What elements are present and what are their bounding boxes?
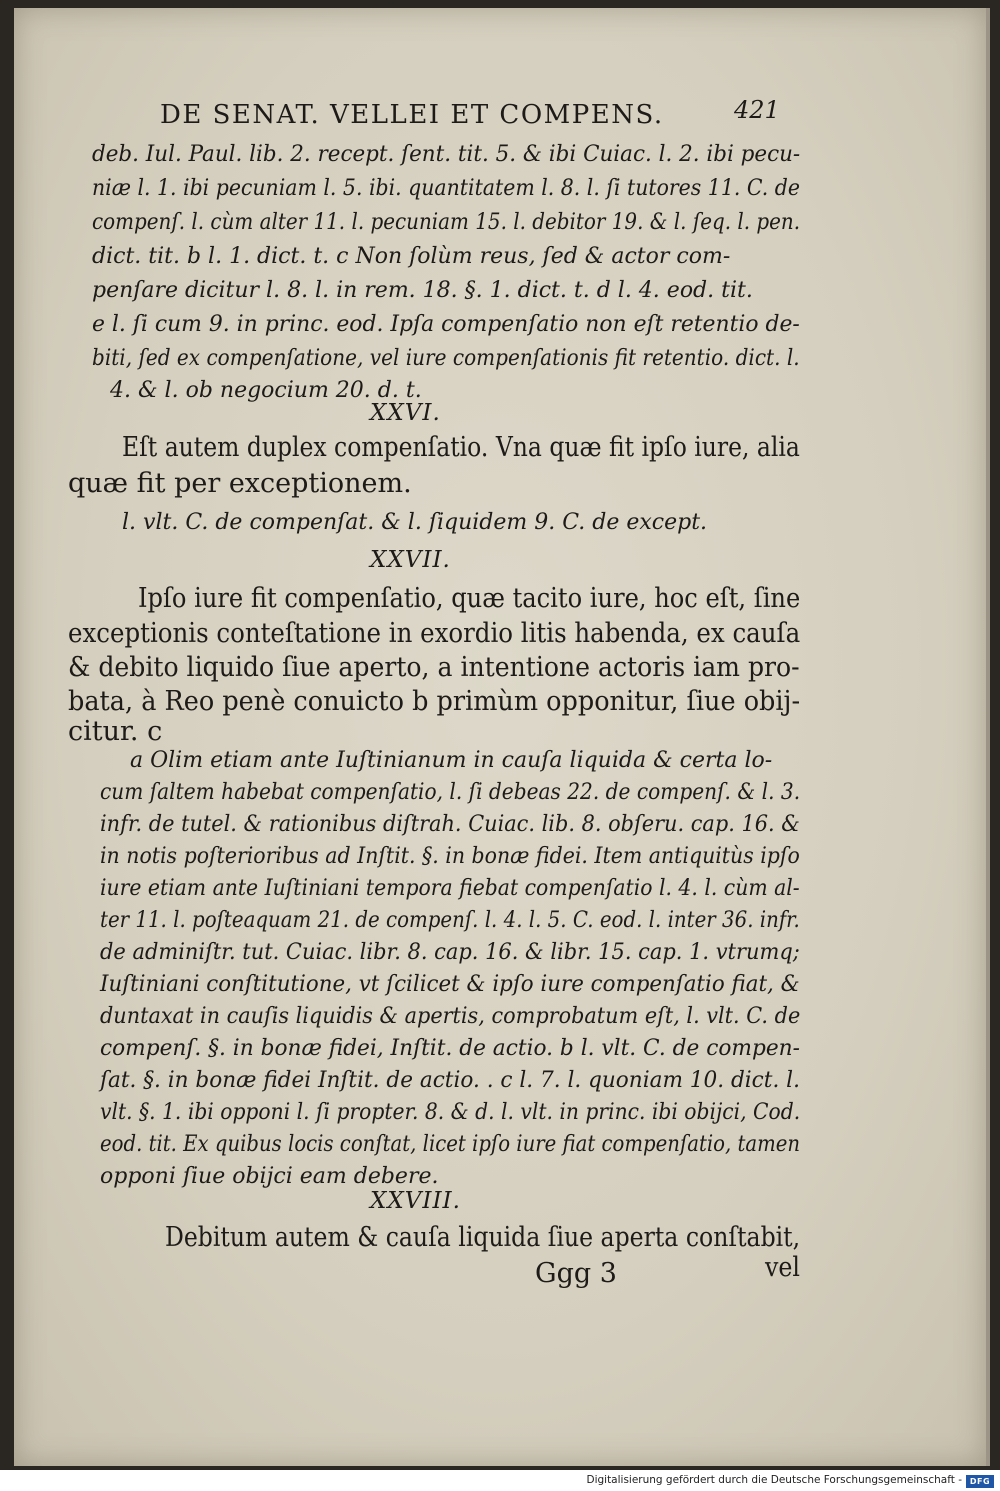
footer-bar — [0, 1472, 1000, 1491]
paragraph-line: citur. c — [68, 716, 163, 747]
note-line: vlt. §. 1. ibi opponi l. ſi propter. 8. & d. l. vlt. in princ. ibi obijci, Cod. — [100, 1100, 801, 1125]
note-line: cum ſaltem habebat compenſatio, l. ſi debeas 22. de compenſ. & l. 3. — [100, 780, 801, 805]
note-line: 4. & l. ob negocium 20. d. t. — [110, 378, 422, 403]
note-line: compenſ. §. in bonæ fidei, Inſtit. de actio. b l. vlt. C. de compen- — [100, 1036, 800, 1061]
note-line: ter 11. l. poſteaquam 21. de compenſ. l. 4. l. 5. C. eod. l. inter 36. infr. — [100, 908, 800, 933]
note-line: e l. ſi cum 9. in princ. eod. Ipſa compenſatio non eſt retentio de- — [92, 312, 800, 337]
note-line: l. vlt. C. de compenſat. & l. ſiquidem 9. C. de except. — [122, 510, 708, 535]
note-line: ſat. §. in bonæ fidei Inſtit. de actio. . c l. 7. l. quoniam 10. dict. l. — [100, 1068, 800, 1093]
note-line: Iuſtiniani conſtitutione, vt ſcilicet & ipſo iure compenſatio fiat, & — [100, 972, 800, 997]
note-line: infr. de tutel. & rationibus diſtrah. Cuiac. lib. 8. obſeru. cap. 16. & — [100, 812, 800, 837]
note-line: a Olim etiam ante Iuſtinianum in cauſa liquida & certa lo- — [130, 748, 773, 773]
section-heading-28: XXVIII. — [370, 1188, 461, 1214]
note-line: penſare dicitur l. 8. l. in rem. 18. §. 1. dict. t. d l. 4. eod. tit. — [92, 278, 753, 303]
section-heading-27: XXVII. — [370, 547, 451, 573]
paragraph-line: Debitum autem & cauſa liquida ſiue aperta conſtabit, — [165, 1222, 801, 1253]
note-line: in notis poſterioribus ad Inſtit. §. in bonæ fidei. Item antiquitùs ipſo — [100, 844, 800, 869]
note-line: duntaxat in cauſis liquidis & apertis, comprobatum eſt, l. vlt. C. de — [100, 1004, 801, 1029]
paragraph-line: Eſt autem duplex compenſatio. Vna quæ fit ipſo iure, alia — [122, 432, 800, 463]
paragraph-line: bata, à Reo penè conuicto b primùm opponitur, ſiue obij- — [68, 686, 801, 717]
note-line: biti, ſed ex compenſatione, vel iure compenſationis fit retentio. dict. l. — [92, 346, 800, 371]
note-line: dict. tit. b l. 1. dict. t. c Non ſolùm reus, ſed & actor com- — [92, 244, 731, 269]
paragraph-line: exceptionis conteſtatione in exordio litis habenda, ex cauſa — [68, 618, 801, 649]
dfg-logo-icon[interactable]: DFG — [966, 1475, 994, 1488]
note-line: niæ l. 1. ibi pecuniam l. 5. ibi. quantitatem l. 8. l. ſi tutores 11. C. de — [92, 176, 800, 201]
note-line: iure etiam ante Iuſtiniani tempora fiebat compenſatio l. 4. l. cùm al- — [100, 876, 800, 901]
funding-notice: Digitalisierung gefördert durch die Deutsche Forschungsgemeinschaft - — [586, 1474, 962, 1486]
paragraph-line: & debito liquido ſiue aperto, a intentione actoris iam pro- — [68, 652, 800, 683]
paragraph-line: Ipſo iure fit compenſatio, quæ tacito iure, hoc eſt, ſine — [138, 583, 801, 614]
catchword: vel — [765, 1252, 801, 1283]
section-heading-26: XXVI. — [370, 400, 441, 426]
paragraph-line: quæ fit per exceptionem. — [68, 468, 412, 499]
note-line: eod. tit. Ex quibus locis conſtat, licet ipſo iure fiat compenſatio, tamen — [100, 1132, 801, 1157]
note-line: de adminiſtr. tut. Cuiac. libr. 8. cap. 16. & libr. 15. cap. 1. vtrumq; — [100, 940, 800, 965]
page-number: 421 — [734, 96, 780, 124]
note-line: compenſ. l. cùm alter 11. l. pecuniam 15. l. debitor 19. & l. ſeq. l. pen. — [92, 210, 801, 235]
signature-mark: Ggg 3 — [535, 1258, 617, 1289]
note-line: opponi ſiue obijci eam debere. — [100, 1164, 439, 1189]
running-header: DE SENAT. VELLEI ET COMPENS. — [160, 100, 664, 130]
note-line: deb. Iul. Paul. lib. 2. recept. ſent. tit. 5. & ibi Cuiac. l. 2. ibi pecu- — [92, 142, 801, 167]
